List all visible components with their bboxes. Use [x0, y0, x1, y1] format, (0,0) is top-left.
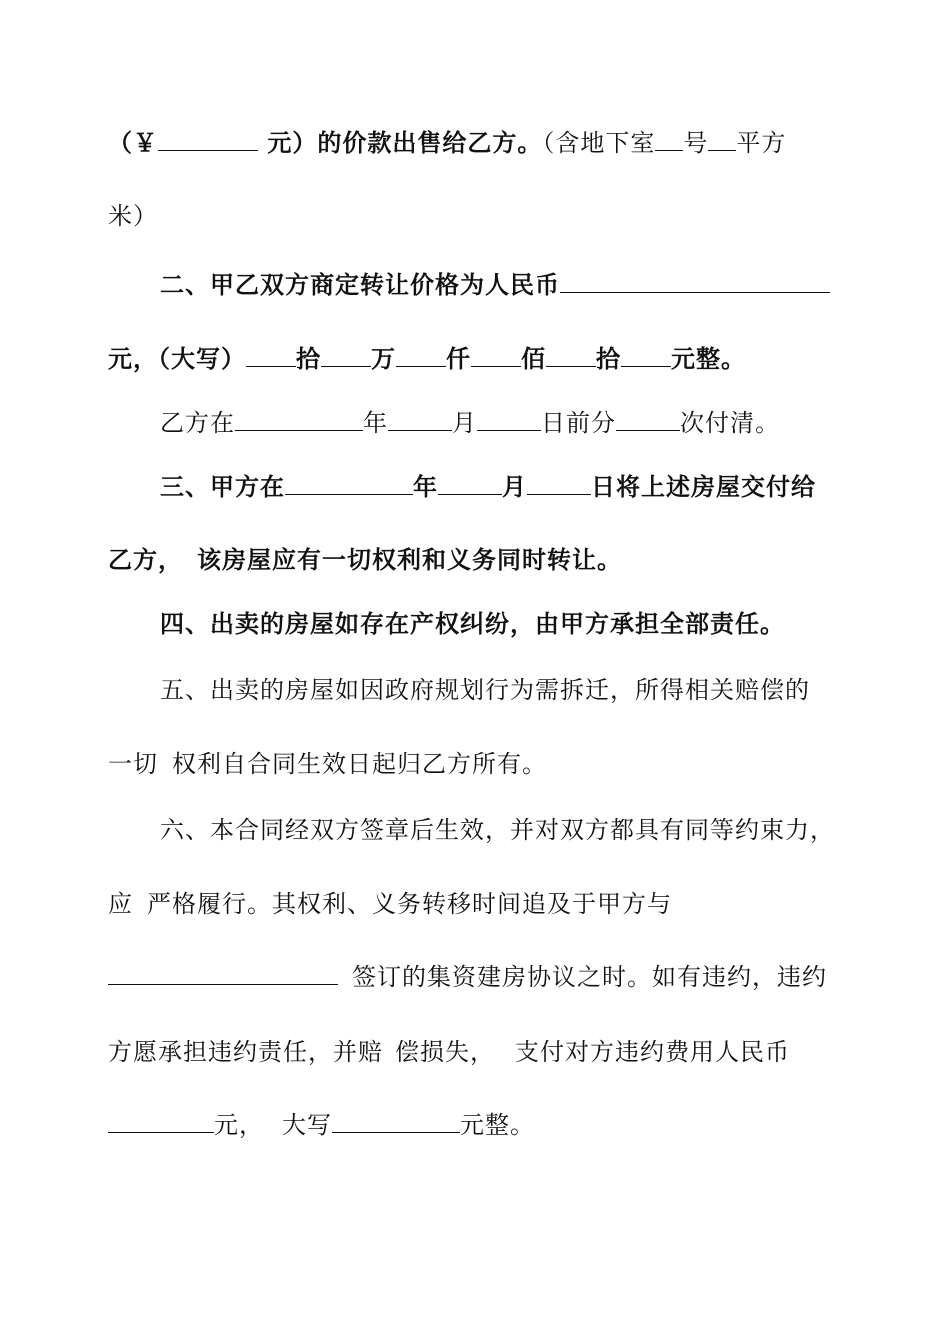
clause5-line-b [108, 748, 547, 780]
payment-times: 次付清。 [680, 409, 780, 437]
penalty-amount-blank [108, 1108, 214, 1133]
payment-line [160, 406, 780, 439]
blank-shiwan [246, 342, 296, 367]
blank-bai [471, 342, 521, 367]
basement-b: 号 [683, 129, 709, 157]
blank-yuan [621, 342, 671, 367]
payment-day-before: 日前分 [541, 409, 616, 437]
clause2-text: 二、甲乙双方商定转让价格为人民币 [160, 270, 560, 299]
price-line [108, 126, 786, 159]
clause3-day-blank [527, 470, 591, 495]
clause6-a: 六、本合同经双方签章后生效，并对双方都具有同等约束力， [160, 816, 835, 844]
developer-blank [108, 960, 338, 985]
price-prefix: （￥ [108, 128, 158, 157]
price-mid: 元）的价款出售给乙方。 [258, 128, 543, 157]
clause4-text: 四、出卖的房屋如存在产权纠纷，由甲方承担全部责任。 [160, 609, 785, 638]
unit-end: 元整。 [671, 344, 746, 373]
clause3-b-b: 该房屋应有一切权利和义务同时转让。 [197, 545, 622, 574]
price-blank [158, 126, 258, 151]
payment-prefix: 乙方在 [160, 409, 235, 437]
clause6-line-e [108, 1108, 535, 1141]
blank-wan [321, 342, 371, 367]
basement-a: （含地下室 [542, 129, 656, 157]
clause6-e-c: 元整。 [460, 1111, 535, 1139]
clause2-prefix: 元，（大写） [108, 344, 246, 373]
clause3-month-blank [438, 470, 502, 495]
payment-year: 年 [363, 409, 388, 437]
clause6-line-b [108, 888, 672, 920]
clause3-year: 年 [413, 472, 438, 501]
clause4-line [160, 608, 785, 640]
basement-c: 平方 [736, 129, 787, 157]
clause6-b-a: 应 [108, 890, 133, 918]
unit-wan: 万 [371, 344, 396, 373]
clause6-e-b: 大写 [282, 1111, 332, 1139]
clause6-line-a [160, 814, 835, 846]
basement-area-blank [708, 126, 736, 151]
clause3-b-a: 乙方， [108, 545, 183, 574]
unit-bai: 佰 [521, 344, 546, 373]
blank-shi [546, 342, 596, 367]
clause5-a: 五、出卖的房屋如因政府规划行为需拆迁，所得相关赔偿的 [160, 676, 810, 704]
clause2-line-a [160, 268, 830, 301]
clause3-prefix: 三、甲方在 [160, 472, 285, 501]
clause3-suffix: 日将上述房屋交付给 [591, 472, 816, 501]
clause6-e-a: 元， [214, 1111, 264, 1139]
clause3-line-b [108, 544, 622, 576]
clause6-d-a: 方愿承担违约责任，并赔 [108, 1038, 383, 1066]
clause3-line-a [160, 470, 816, 503]
payment-day-blank [477, 406, 541, 431]
penalty-words-blank [332, 1108, 460, 1133]
clause5-b-b: 权利自合同生效日起归乙方所有。 [172, 750, 547, 778]
clause5-b-a: 一切 [108, 750, 158, 778]
clause3-year-blank [285, 470, 413, 495]
payment-year-blank [235, 406, 363, 431]
clause5-line-a [160, 674, 810, 706]
sqm-line [108, 200, 158, 232]
clause6-d-c: 支付对方违约费用人民币 [515, 1038, 790, 1066]
clause6-line-c [108, 960, 827, 993]
clause2-amount-blank [560, 268, 830, 293]
payment-month: 月 [452, 409, 477, 437]
clause3-month: 月 [502, 472, 527, 501]
unit-qian: 仟 [446, 344, 471, 373]
unit-shi2: 拾 [596, 344, 621, 373]
clause6-line-d [108, 1036, 790, 1068]
payment-month-blank [388, 406, 452, 431]
clause6-b-b: 严格履行。其权利、义务转移时间追及于甲方与 [147, 890, 672, 918]
clause2-line-b [108, 342, 746, 375]
sqm-text: 米） [108, 202, 158, 230]
payment-times-blank [616, 406, 680, 431]
blank-qian [396, 342, 446, 367]
clause6-c: 签订的集资建房协议之时。如有违约，违约 [352, 963, 827, 991]
clause6-d-b: 偿损失， [395, 1038, 495, 1066]
basement-no-blank [655, 126, 683, 151]
unit-shi: 拾 [296, 344, 321, 373]
